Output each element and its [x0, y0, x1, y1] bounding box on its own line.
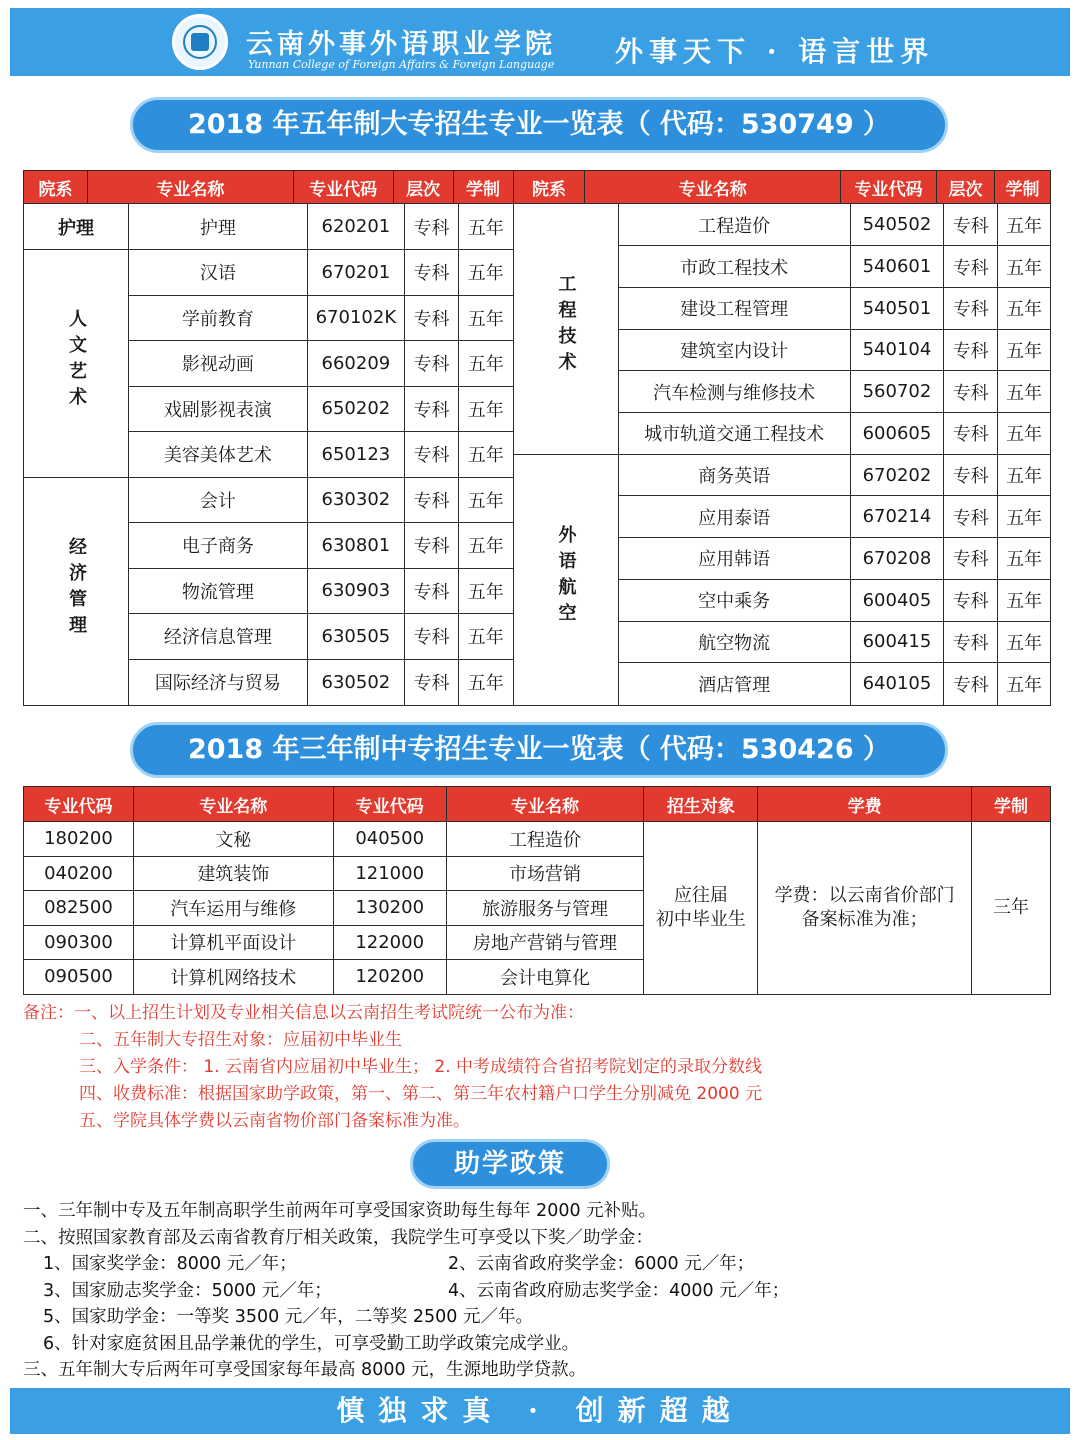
- duration-cell: 五年: [1006, 674, 1043, 696]
- duration-cell: 五年: [998, 371, 1050, 413]
- duration-cell: 五年: [998, 204, 1050, 246]
- dept-name: 工程技术: [555, 274, 577, 379]
- major-code-cell: 670202: [850, 454, 943, 496]
- col-header-target: 招生对象: [644, 787, 758, 822]
- three-year-majors-table: [23, 786, 1051, 995]
- major-code-cell: 600405: [850, 579, 943, 621]
- right-majors-block: [514, 204, 1050, 705]
- dept-cell: [24, 477, 129, 705]
- aid-item: 3、国家励志奖学金：5000 元／年；: [43, 1280, 332, 1301]
- duration-cell: 五年: [459, 432, 513, 478]
- aid-line: 一、三年制中专及五年制高职学生前两年可享受国家资助每生每年 2000 元补贴。: [23, 1201, 657, 1221]
- duration-cell: 五年: [998, 496, 1050, 538]
- major-name-cell: 汉语: [129, 250, 308, 296]
- college-name: 云南外事外语职业学院: [246, 29, 556, 60]
- major-code-cell: 040200: [24, 856, 134, 891]
- major-code-cell: 620201: [307, 204, 404, 250]
- major-name-cell: 工程造价: [446, 822, 644, 857]
- duration-cell: 五年: [467, 673, 504, 694]
- notes-block: [23, 1000, 762, 1135]
- major-code-cell: 540104: [850, 329, 943, 371]
- col-header-code: 专业代码: [841, 171, 937, 204]
- major-name-cell: 酒店管理: [618, 663, 850, 705]
- dept-cell: [514, 454, 619, 704]
- college-logo: [172, 14, 228, 70]
- dept-cell: [24, 250, 129, 478]
- major-code-cell: 130200: [333, 891, 446, 926]
- major-code-cell: 670214: [850, 496, 943, 538]
- dept-cell: [24, 204, 129, 250]
- level-cell: 专科: [405, 568, 459, 614]
- level-cell: 专科: [944, 538, 998, 580]
- major-code-cell: 630302: [307, 477, 404, 523]
- major-name-cell: 航空物流: [618, 621, 850, 663]
- duration-cell: 五年: [998, 413, 1050, 455]
- major-code-cell: 670208: [850, 538, 943, 580]
- duration-cell: 五年: [459, 386, 513, 432]
- duration-cell: 五年: [459, 477, 513, 523]
- major-code-cell: 630502: [307, 659, 404, 705]
- level-cell: 专科: [944, 663, 998, 705]
- level-cell: 专科: [405, 341, 459, 387]
- duration-cell: 五年: [459, 204, 513, 250]
- five-year-majors-table: [23, 170, 1051, 706]
- target-cell: 应往届 初中毕业生: [644, 822, 758, 995]
- major-name-cell: 物流管理: [129, 568, 308, 614]
- major-code-cell: 082500: [24, 891, 134, 926]
- dept-name: 人文艺术: [66, 308, 87, 413]
- col-header-duration: 学制: [453, 171, 513, 204]
- col-header-level: 层次: [937, 171, 995, 204]
- major-code-cell: 630505: [307, 614, 404, 660]
- col-header-major: 专业名称: [585, 171, 841, 204]
- col-header-code: 专业代码: [333, 787, 446, 822]
- col-header-code: 专业代码: [293, 171, 393, 204]
- major-code-cell: 600415: [850, 621, 943, 663]
- note-line: 三、入学条件： 1. 云南省内应届初中毕业生； 2. 中考成绩符合省招考院划定的录取分数线: [79, 1057, 763, 1077]
- col-header-major: 专业名称: [87, 171, 293, 204]
- dept-name: 经济管理: [66, 536, 87, 641]
- major-name-cell: 应用韩语: [618, 538, 850, 580]
- duration-cell: 五年: [459, 250, 513, 296]
- major-name-cell: 建筑装饰: [133, 856, 333, 891]
- note-line: 备注：一、以上招生计划及专业相关信息以云南招生考试院统一公布为准：: [23, 1003, 584, 1023]
- level-cell: 专科: [944, 246, 998, 288]
- level-cell: 专科: [405, 659, 459, 705]
- major-row: [514, 454, 1050, 496]
- major-code-cell: 120200: [333, 960, 446, 995]
- major-name-cell: 商务英语: [618, 454, 850, 496]
- level-cell: 专科: [944, 621, 998, 663]
- major-name-cell: 建筑室内设计: [618, 329, 850, 371]
- level-cell: 专科: [405, 523, 459, 569]
- major-name-cell: 国际经济与贸易: [129, 659, 308, 705]
- college-name-en: Yunnan College of Foreign Affairs & Foreign Language: [248, 58, 555, 71]
- col-header-dept: 院系: [24, 171, 88, 204]
- major-code-cell: 650202: [307, 386, 404, 432]
- major-code-cell: 180200: [24, 822, 134, 857]
- aid-row: [23, 1251, 1063, 1278]
- level-cell: 专科: [405, 614, 459, 660]
- duration-cell: 五年: [998, 454, 1050, 496]
- duration-cell: 五年: [459, 295, 513, 341]
- duration-cell: 五年: [998, 579, 1050, 621]
- col-header-level: 层次: [393, 171, 453, 204]
- major-name-cell: 计算机网络技术: [133, 960, 333, 995]
- three-year-title-banner: 2018 年三年制中专招生专业一览表（ 代码：530426 ）: [130, 722, 948, 778]
- major-name-cell: 应用泰语: [618, 496, 850, 538]
- level-cell: 专科: [944, 579, 998, 621]
- major-code-cell: 630903: [307, 568, 404, 614]
- footer-slogan-bar: 慎独求真 · 创新超越: [10, 1388, 1070, 1434]
- aid-item: 6、针对家庭贫困且品学兼优的学生，可享受勤工助学政策完成学业。: [43, 1333, 580, 1354]
- aid-item: 1、国家奖学金：8000 元／年；: [43, 1254, 297, 1274]
- duration-cell: 五年: [998, 246, 1050, 288]
- major-code-cell: 540601: [850, 246, 943, 288]
- duration-cell: 五年: [998, 538, 1050, 580]
- major-name-cell: 护理: [129, 204, 308, 250]
- duration-cell: 五年: [459, 614, 513, 660]
- duration-cell: 三年: [972, 822, 1051, 995]
- level-cell: 专科: [944, 204, 998, 246]
- fee-cell: 学费：以云南省价部门 备案标准为准；: [758, 822, 972, 995]
- major-row: [24, 250, 513, 296]
- level-cell: 专科: [405, 250, 459, 296]
- major-name-cell: 汽车检测与维修技术: [618, 371, 850, 413]
- major-code-cell: 630801: [307, 523, 404, 569]
- major-name-cell: 市政工程技术: [618, 246, 850, 288]
- aid-item: 2、云南省政府奖学金：6000 元／年；: [448, 1254, 755, 1274]
- top-header-bar: [10, 8, 1070, 76]
- duration-cell: 五年: [998, 287, 1050, 329]
- note-line: 五、学院具体学费以云南省物价部门备案标准为准。: [79, 1111, 470, 1131]
- major-code-cell: 640105: [850, 663, 943, 705]
- col-header-code: 专业代码: [24, 787, 134, 822]
- five-year-title-banner: 2018 年五年制大专招生专业一览表（ 代码：530749 ）: [130, 97, 948, 153]
- aid-item: 5、国家助学金：一等奖 3500 元／年，二等奖 2500 元／年。: [43, 1307, 533, 1327]
- major-name-cell: 城市轨道交通工程技术: [618, 413, 850, 455]
- level-cell: 专科: [944, 287, 998, 329]
- motto: 外事天下 · 语言世界: [615, 35, 935, 68]
- major-code-cell: 540501: [850, 287, 943, 329]
- note-line: 四、收费标准：根据国家助学政策，第一、第二、第三年农村籍户口学生分别减免 2000 元: [79, 1084, 763, 1104]
- major-row: [24, 204, 513, 250]
- level-cell: 专科: [405, 204, 459, 250]
- left-majors-block: [24, 204, 513, 705]
- major-name-cell: 戏剧影视表演: [129, 386, 308, 432]
- major-code-cell: 650123: [307, 432, 404, 478]
- major-name-cell: 空中乘务: [618, 579, 850, 621]
- level-cell: 专科: [944, 413, 998, 455]
- duration-cell: 五年: [998, 329, 1050, 371]
- col-header-duration: 学制: [994, 171, 1050, 204]
- logo-ring: [183, 25, 217, 59]
- major-code-cell: 660209: [307, 341, 404, 387]
- aid-line: 二、按照国家教育部及云南省教育厅相关政策，我院学生可享受以下奖／助学金：: [23, 1227, 653, 1248]
- major-name-cell: 会计电算化: [446, 960, 644, 995]
- col-header-major: 专业名称: [133, 787, 333, 822]
- major-code-cell: 540502: [850, 204, 943, 246]
- aid-line: 三、五年制大专后两年可享受国家每年最高 8000 元，生源地助学贷款。: [23, 1360, 587, 1380]
- col-header-dept: 院系: [513, 171, 585, 204]
- logo-mark-icon: [191, 33, 209, 51]
- major-name-cell: 会计: [129, 477, 308, 523]
- major-code-cell: 560702: [850, 371, 943, 413]
- col-header-duration: 学制: [972, 787, 1051, 822]
- major-name-cell: 文秘: [133, 822, 333, 857]
- table-row: [24, 822, 1051, 857]
- major-code-cell: 090500: [24, 960, 134, 995]
- duration-cell: 五年: [459, 341, 513, 387]
- level-cell: 专科: [405, 477, 459, 523]
- dept-cell: [514, 204, 619, 454]
- col-header-fee: 学费: [758, 787, 972, 822]
- level-cell: 专科: [944, 371, 998, 413]
- aid-policy-banner: 助学政策: [410, 1139, 610, 1189]
- major-name-cell: 旅游服务与管理: [446, 891, 644, 926]
- level-cell: 专科: [944, 496, 998, 538]
- aid-policy-text: [23, 1198, 1063, 1384]
- major-name-cell: 学前教育: [129, 295, 308, 341]
- major-name-cell: 电子商务: [129, 523, 308, 569]
- level-cell: 专科: [944, 329, 998, 371]
- major-name-cell: 影视动画: [129, 341, 308, 387]
- major-row: [514, 204, 1050, 246]
- level-cell: 专科: [405, 295, 459, 341]
- duration-cell: 五年: [998, 621, 1050, 663]
- major-code-cell: 122000: [333, 925, 446, 960]
- major-code-cell: 040500: [333, 822, 446, 857]
- col-header-major: 专业名称: [446, 787, 644, 822]
- major-code-cell: 121000: [333, 856, 446, 891]
- dept-name: 护理: [58, 217, 94, 239]
- major-name-cell: 工程造价: [618, 204, 850, 246]
- level-cell: 专科: [944, 454, 998, 496]
- dept-name: 外语航空: [555, 525, 577, 630]
- major-name-cell: 房地产营销与管理: [446, 925, 644, 960]
- duration-cell: 五年: [459, 523, 513, 569]
- major-row: [24, 477, 513, 523]
- level-cell: 专科: [405, 386, 459, 432]
- aid-row: [23, 1278, 1063, 1305]
- major-name-cell: 经济信息管理: [129, 614, 308, 660]
- major-code-cell: 090300: [24, 925, 134, 960]
- major-code-cell: 600605: [850, 413, 943, 455]
- major-name-cell: 市场营销: [446, 856, 644, 891]
- major-name-cell: 建设工程管理: [618, 287, 850, 329]
- note-line: 二、五年制大专招生对象：应届初中毕业生: [79, 1030, 402, 1050]
- aid-item: 4、云南省政府励志奖学金：4000 元／年；: [448, 1280, 790, 1301]
- major-name-cell: 汽车运用与维修: [133, 891, 333, 926]
- major-code-cell: 670102K: [307, 295, 404, 341]
- level-cell: 专科: [405, 432, 459, 478]
- major-name-cell: 美容美体艺术: [129, 432, 308, 478]
- major-code-cell: 670201: [307, 250, 404, 296]
- duration-cell: 五年: [459, 568, 513, 614]
- major-name-cell: 计算机平面设计: [133, 925, 333, 960]
